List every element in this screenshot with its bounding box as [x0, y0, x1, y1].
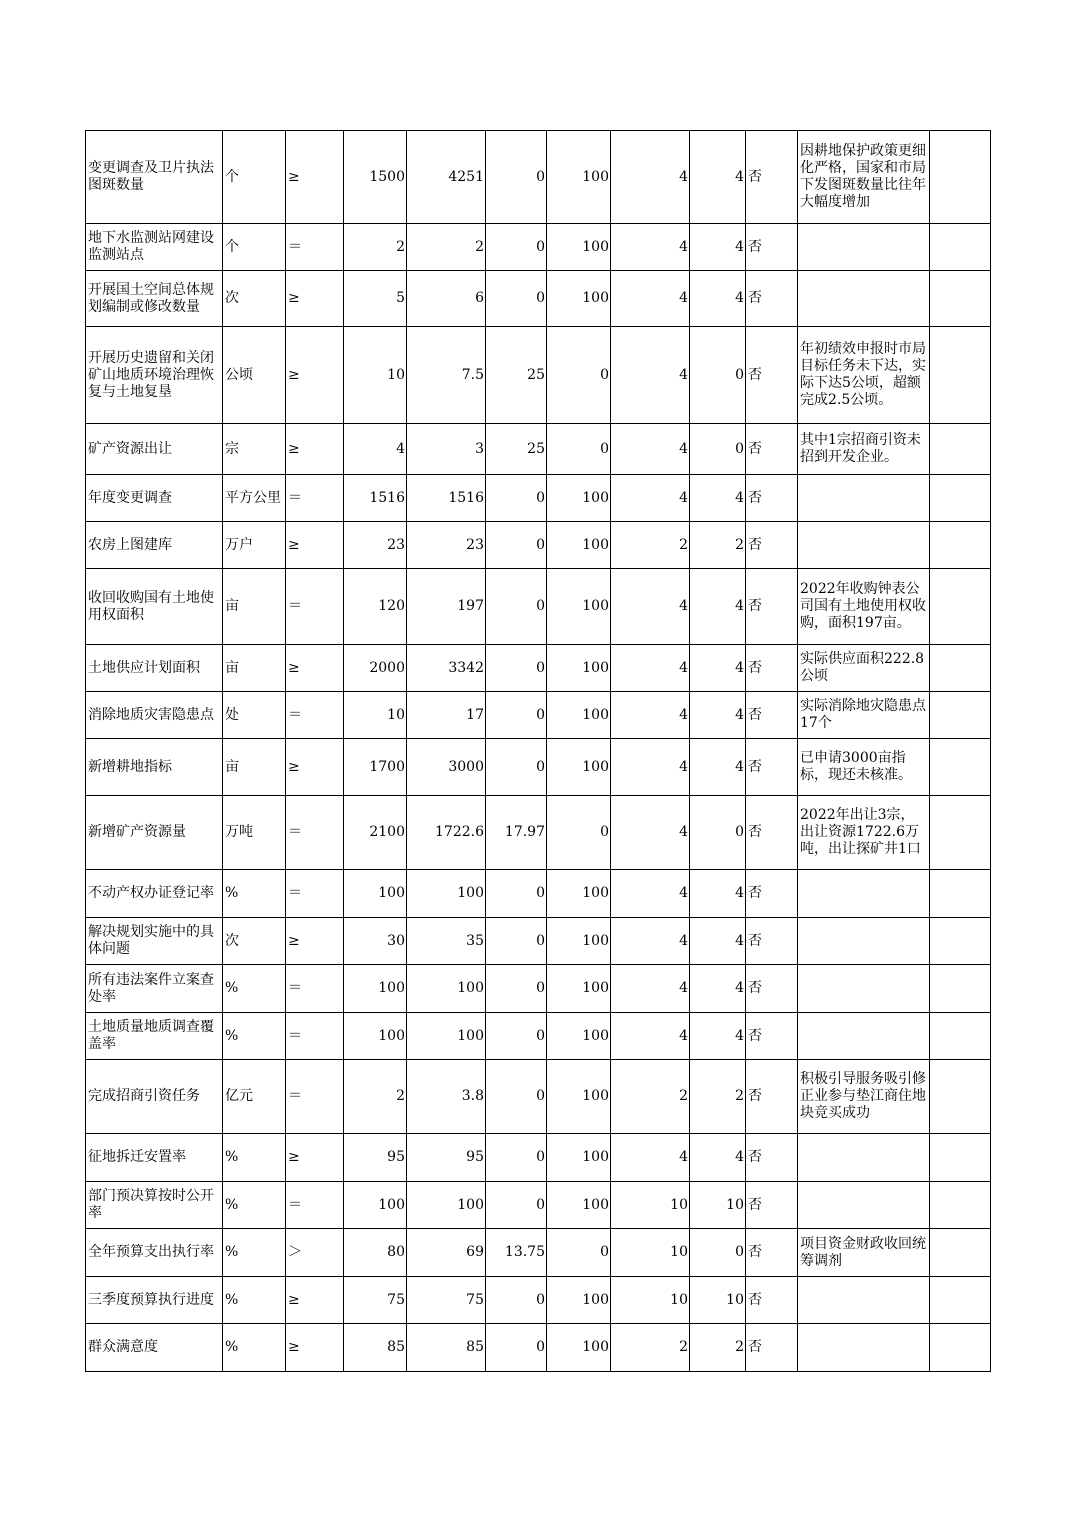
cell-flag: 否 — [746, 965, 798, 1013]
cell-target: 75 — [344, 1277, 407, 1324]
table-row — [86, 1277, 991, 1324]
cell-op: ＝ — [286, 1060, 344, 1134]
cell-extra — [930, 918, 991, 965]
cell-deduct: 0 — [486, 1013, 547, 1060]
cell-rate: 100 — [547, 645, 611, 692]
cell-target: 4 — [344, 424, 407, 475]
cell-note — [798, 271, 930, 327]
cell-unit: % — [223, 1229, 286, 1277]
cell-unit: 万吨 — [223, 796, 286, 870]
cell-actual: 95 — [407, 1134, 486, 1182]
cell-actual: 1722.6 — [407, 796, 486, 870]
cell-weight: 4 — [611, 870, 690, 918]
cell-score: 4 — [690, 692, 746, 739]
cell-extra — [930, 569, 991, 645]
table-row — [86, 224, 991, 271]
cell-rate: 100 — [547, 1182, 611, 1229]
cell-deduct: 25 — [486, 424, 547, 475]
cell-score: 4 — [690, 131, 746, 224]
cell-score: 2 — [690, 522, 746, 569]
cell-flag: 否 — [746, 1182, 798, 1229]
table-row — [86, 271, 991, 327]
cell-actual: 1516 — [407, 475, 486, 522]
cell-flag: 否 — [746, 424, 798, 475]
cell-note — [798, 870, 930, 918]
cell-name: 开展历史遗留和关闭矿山地质环境治理恢复与土地复垦 — [86, 327, 223, 424]
cell-extra — [930, 1277, 991, 1324]
cell-deduct: 17.97 — [486, 796, 547, 870]
cell-actual: 4251 — [407, 131, 486, 224]
cell-deduct: 0 — [486, 1182, 547, 1229]
cell-weight: 4 — [611, 327, 690, 424]
cell-name: 农房上图建库 — [86, 522, 223, 569]
cell-name: 群众满意度 — [86, 1324, 223, 1372]
cell-unit: 平方公里 — [223, 475, 286, 522]
cell-extra — [930, 870, 991, 918]
cell-name: 地下水监测站网建设监测站点 — [86, 224, 223, 271]
cell-name: 征地拆迁安置率 — [86, 1134, 223, 1182]
cell-target: 1516 — [344, 475, 407, 522]
cell-score: 4 — [690, 1013, 746, 1060]
cell-actual: 17 — [407, 692, 486, 739]
cell-deduct: 25 — [486, 327, 547, 424]
cell-weight: 4 — [611, 1013, 690, 1060]
cell-score: 10 — [690, 1277, 746, 1324]
cell-extra — [930, 965, 991, 1013]
cell-op: ＝ — [286, 224, 344, 271]
cell-rate: 0 — [547, 1229, 611, 1277]
cell-flag: 否 — [746, 224, 798, 271]
cell-note — [798, 1013, 930, 1060]
cell-rate: 100 — [547, 271, 611, 327]
cell-target: 85 — [344, 1324, 407, 1372]
cell-op: ≥ — [286, 1324, 344, 1372]
cell-target: 120 — [344, 569, 407, 645]
table-row — [86, 1060, 991, 1134]
cell-name: 年度变更调查 — [86, 475, 223, 522]
cell-note — [798, 965, 930, 1013]
cell-actual: 100 — [407, 965, 486, 1013]
cell-op: ≥ — [286, 1134, 344, 1182]
cell-rate: 100 — [547, 569, 611, 645]
cell-extra — [930, 224, 991, 271]
cell-flag: 否 — [746, 569, 798, 645]
cell-rate: 100 — [547, 870, 611, 918]
cell-unit: % — [223, 1324, 286, 1372]
cell-note: 实际消除地灾隐患点17个 — [798, 692, 930, 739]
cell-weight: 2 — [611, 522, 690, 569]
cell-unit: % — [223, 965, 286, 1013]
cell-name: 收回收购国有土地使用权面积 — [86, 569, 223, 645]
cell-flag: 否 — [746, 1013, 798, 1060]
cell-name: 三季度预算执行进度 — [86, 1277, 223, 1324]
cell-flag: 否 — [746, 1134, 798, 1182]
cell-rate: 100 — [547, 1013, 611, 1060]
cell-score: 4 — [690, 475, 746, 522]
cell-unit: 万户 — [223, 522, 286, 569]
cell-actual: 197 — [407, 569, 486, 645]
cell-score: 2 — [690, 1060, 746, 1134]
cell-target: 80 — [344, 1229, 407, 1277]
cell-flag: 否 — [746, 870, 798, 918]
cell-op: ＝ — [286, 569, 344, 645]
cell-flag: 否 — [746, 271, 798, 327]
cell-weight: 4 — [611, 918, 690, 965]
cell-weight: 2 — [611, 1324, 690, 1372]
cell-deduct: 0 — [486, 271, 547, 327]
cell-unit: % — [223, 1182, 286, 1229]
cell-unit: 亿元 — [223, 1060, 286, 1134]
cell-note: 2022年出让3宗，出让资源1722.6万吨，出让探矿井1口 — [798, 796, 930, 870]
cell-note: 积极引导服务吸引修正业参与垫江商住地块竞买成功 — [798, 1060, 930, 1134]
cell-name: 部门预决算按时公开率 — [86, 1182, 223, 1229]
cell-op: ≥ — [286, 271, 344, 327]
cell-unit: % — [223, 1277, 286, 1324]
cell-actual: 85 — [407, 1324, 486, 1372]
cell-weight: 4 — [611, 131, 690, 224]
table-row — [86, 1013, 991, 1060]
cell-note — [798, 918, 930, 965]
cell-score: 4 — [690, 1134, 746, 1182]
cell-note — [798, 1134, 930, 1182]
cell-extra — [930, 424, 991, 475]
cell-name: 开展国土空间总体规划编制或修改数量 — [86, 271, 223, 327]
cell-op: ≥ — [286, 645, 344, 692]
cell-actual: 3342 — [407, 645, 486, 692]
table-row — [86, 522, 991, 569]
cell-extra — [930, 522, 991, 569]
cell-rate: 0 — [547, 796, 611, 870]
cell-rate: 100 — [547, 1277, 611, 1324]
cell-score: 0 — [690, 327, 746, 424]
cell-op: ≥ — [286, 739, 344, 796]
cell-name: 不动产权办证登记率 — [86, 870, 223, 918]
cell-weight: 10 — [611, 1182, 690, 1229]
cell-deduct: 0 — [486, 1277, 547, 1324]
cell-name: 变更调查及卫片执法图斑数量 — [86, 131, 223, 224]
cell-rate: 100 — [547, 918, 611, 965]
cell-unit: 次 — [223, 271, 286, 327]
cell-op: ＝ — [286, 870, 344, 918]
cell-rate: 100 — [547, 739, 611, 796]
table-row — [86, 796, 991, 870]
cell-score: 4 — [690, 870, 746, 918]
cell-deduct: 0 — [486, 1060, 547, 1134]
cell-weight: 4 — [611, 224, 690, 271]
cell-target: 100 — [344, 1013, 407, 1060]
cell-score: 4 — [690, 224, 746, 271]
cell-actual: 100 — [407, 1182, 486, 1229]
cell-target: 1500 — [344, 131, 407, 224]
cell-score: 4 — [690, 918, 746, 965]
cell-weight: 4 — [611, 475, 690, 522]
cell-target: 2 — [344, 1060, 407, 1134]
cell-op: ≥ — [286, 327, 344, 424]
table-row — [86, 131, 991, 224]
table-row — [86, 1229, 991, 1277]
cell-deduct: 0 — [486, 870, 547, 918]
cell-rate: 100 — [547, 692, 611, 739]
cell-actual: 7.5 — [407, 327, 486, 424]
cell-deduct: 0 — [486, 475, 547, 522]
cell-op: ＝ — [286, 692, 344, 739]
cell-extra — [930, 131, 991, 224]
cell-name: 新增矿产资源量 — [86, 796, 223, 870]
cell-flag: 否 — [746, 131, 798, 224]
cell-flag: 否 — [746, 692, 798, 739]
cell-rate: 100 — [547, 475, 611, 522]
cell-note: 其中1宗招商引资未招到开发企业。 — [798, 424, 930, 475]
cell-note — [798, 224, 930, 271]
cell-extra — [930, 1182, 991, 1229]
cell-note — [798, 522, 930, 569]
cell-target: 30 — [344, 918, 407, 965]
cell-name: 完成招商引资任务 — [86, 1060, 223, 1134]
cell-flag: 否 — [746, 1060, 798, 1134]
cell-op: ＝ — [286, 796, 344, 870]
cell-note: 2022年收购钟表公司国有土地使用权收购，面积197亩。 — [798, 569, 930, 645]
cell-score: 10 — [690, 1182, 746, 1229]
cell-note: 年初绩效申报时市局目标任务未下达，实际下达5公顷，超额完成2.5公顷。 — [798, 327, 930, 424]
cell-target: 23 — [344, 522, 407, 569]
cell-score: 0 — [690, 1229, 746, 1277]
cell-flag: 否 — [746, 645, 798, 692]
cell-unit: 亩 — [223, 569, 286, 645]
cell-deduct: 0 — [486, 522, 547, 569]
cell-deduct: 0 — [486, 692, 547, 739]
cell-weight: 4 — [611, 569, 690, 645]
cell-score: 0 — [690, 796, 746, 870]
cell-actual: 69 — [407, 1229, 486, 1277]
cell-name: 全年预算支出执行率 — [86, 1229, 223, 1277]
cell-note — [798, 1277, 930, 1324]
cell-weight: 4 — [611, 271, 690, 327]
cell-deduct: 13.75 — [486, 1229, 547, 1277]
table-row — [86, 918, 991, 965]
cell-target: 5 — [344, 271, 407, 327]
cell-note — [798, 475, 930, 522]
cell-weight: 10 — [611, 1229, 690, 1277]
cell-target: 100 — [344, 870, 407, 918]
cell-unit: % — [223, 1134, 286, 1182]
cell-deduct: 0 — [486, 131, 547, 224]
cell-flag: 否 — [746, 796, 798, 870]
cell-actual: 3.8 — [407, 1060, 486, 1134]
cell-unit: 次 — [223, 918, 286, 965]
cell-actual: 6 — [407, 271, 486, 327]
cell-extra — [930, 692, 991, 739]
cell-flag: 否 — [746, 1229, 798, 1277]
cell-extra — [930, 327, 991, 424]
cell-op: ＝ — [286, 1013, 344, 1060]
cell-name: 所有违法案件立案查处率 — [86, 965, 223, 1013]
cell-extra — [930, 645, 991, 692]
cell-note — [798, 1324, 930, 1372]
cell-extra — [930, 1013, 991, 1060]
cell-actual: 100 — [407, 1013, 486, 1060]
cell-rate: 0 — [547, 424, 611, 475]
cell-unit: 处 — [223, 692, 286, 739]
cell-unit: % — [223, 870, 286, 918]
performance-indicator-table — [85, 130, 991, 1372]
table-row — [86, 569, 991, 645]
table-row — [86, 1134, 991, 1182]
cell-extra — [930, 1229, 991, 1277]
cell-actual: 75 — [407, 1277, 486, 1324]
cell-weight: 4 — [611, 796, 690, 870]
cell-weight: 4 — [611, 1134, 690, 1182]
cell-rate: 100 — [547, 1060, 611, 1134]
cell-unit: 宗 — [223, 424, 286, 475]
cell-name: 新增耕地指标 — [86, 739, 223, 796]
cell-score: 4 — [690, 271, 746, 327]
cell-note: 实际供应面积222.8公顷 — [798, 645, 930, 692]
cell-rate: 100 — [547, 965, 611, 1013]
cell-target: 2100 — [344, 796, 407, 870]
cell-flag: 否 — [746, 1324, 798, 1372]
cell-score: 2 — [690, 1324, 746, 1372]
cell-flag: 否 — [746, 475, 798, 522]
table-row — [86, 1324, 991, 1372]
cell-op: ＝ — [286, 965, 344, 1013]
cell-deduct: 0 — [486, 645, 547, 692]
cell-deduct: 0 — [486, 918, 547, 965]
cell-name: 消除地质灾害隐患点 — [86, 692, 223, 739]
cell-score: 4 — [690, 569, 746, 645]
cell-rate: 100 — [547, 224, 611, 271]
cell-unit: 亩 — [223, 739, 286, 796]
cell-op: ＝ — [286, 1182, 344, 1229]
cell-flag: 否 — [746, 918, 798, 965]
cell-op: ≥ — [286, 1277, 344, 1324]
cell-target: 1700 — [344, 739, 407, 796]
cell-op: ＞ — [286, 1229, 344, 1277]
cell-note: 已申请3000亩指标，现还未核准。 — [798, 739, 930, 796]
cell-unit: 公顷 — [223, 327, 286, 424]
cell-actual: 3 — [407, 424, 486, 475]
cell-op: ≥ — [286, 131, 344, 224]
cell-op: ≥ — [286, 918, 344, 965]
cell-weight: 4 — [611, 424, 690, 475]
cell-name: 解决规划实施中的具体问题 — [86, 918, 223, 965]
cell-unit: 亩 — [223, 645, 286, 692]
cell-score: 4 — [690, 645, 746, 692]
cell-flag: 否 — [746, 327, 798, 424]
cell-op: ≥ — [286, 424, 344, 475]
cell-name: 土地供应计划面积 — [86, 645, 223, 692]
cell-name: 矿产资源出让 — [86, 424, 223, 475]
cell-flag: 否 — [746, 739, 798, 796]
cell-extra — [930, 475, 991, 522]
cell-deduct: 0 — [486, 569, 547, 645]
cell-score: 0 — [690, 424, 746, 475]
table-row — [86, 645, 991, 692]
cell-weight: 4 — [611, 692, 690, 739]
table-row — [86, 424, 991, 475]
cell-name: 土地质量地质调查覆盖率 — [86, 1013, 223, 1060]
cell-weight: 4 — [611, 739, 690, 796]
table-row — [86, 739, 991, 796]
cell-flag: 否 — [746, 522, 798, 569]
cell-rate: 100 — [547, 522, 611, 569]
cell-op: ＝ — [286, 475, 344, 522]
cell-score: 4 — [690, 739, 746, 796]
cell-deduct: 0 — [486, 1134, 547, 1182]
cell-actual: 100 — [407, 870, 486, 918]
cell-deduct: 0 — [486, 739, 547, 796]
cell-target: 2 — [344, 224, 407, 271]
table-row — [86, 965, 991, 1013]
cell-weight: 10 — [611, 1277, 690, 1324]
cell-extra — [930, 271, 991, 327]
table-row — [86, 870, 991, 918]
cell-weight: 2 — [611, 1060, 690, 1134]
table-row — [86, 692, 991, 739]
cell-target: 2000 — [344, 645, 407, 692]
cell-op: ≥ — [286, 522, 344, 569]
cell-rate: 100 — [547, 1134, 611, 1182]
cell-rate: 0 — [547, 327, 611, 424]
cell-weight: 4 — [611, 965, 690, 1013]
cell-target: 100 — [344, 1182, 407, 1229]
cell-deduct: 0 — [486, 224, 547, 271]
cell-target: 10 — [344, 327, 407, 424]
cell-actual: 23 — [407, 522, 486, 569]
cell-unit: 个 — [223, 224, 286, 271]
cell-extra — [930, 796, 991, 870]
table-row — [86, 1182, 991, 1229]
cell-extra — [930, 1324, 991, 1372]
cell-note — [798, 1182, 930, 1229]
cell-note: 项目资金财政收回统筹调剂 — [798, 1229, 930, 1277]
cell-unit: % — [223, 1013, 286, 1060]
cell-target: 10 — [344, 692, 407, 739]
table-row — [86, 327, 991, 424]
cell-deduct: 0 — [486, 1324, 547, 1372]
cell-actual: 3000 — [407, 739, 486, 796]
cell-flag: 否 — [746, 1277, 798, 1324]
cell-deduct: 0 — [486, 965, 547, 1013]
cell-extra — [930, 1060, 991, 1134]
cell-note: 因耕地保护政策更细化严格，国家和市局下发图斑数量比往年大幅度增加 — [798, 131, 930, 224]
cell-actual: 2 — [407, 224, 486, 271]
cell-score: 4 — [690, 965, 746, 1013]
cell-rate: 100 — [547, 131, 611, 224]
cell-weight: 4 — [611, 645, 690, 692]
table-row — [86, 475, 991, 522]
cell-rate: 100 — [547, 1324, 611, 1372]
cell-target: 100 — [344, 965, 407, 1013]
cell-extra — [930, 739, 991, 796]
cell-extra — [930, 1134, 991, 1182]
cell-actual: 35 — [407, 918, 486, 965]
cell-unit: 个 — [223, 131, 286, 224]
cell-target: 95 — [344, 1134, 407, 1182]
